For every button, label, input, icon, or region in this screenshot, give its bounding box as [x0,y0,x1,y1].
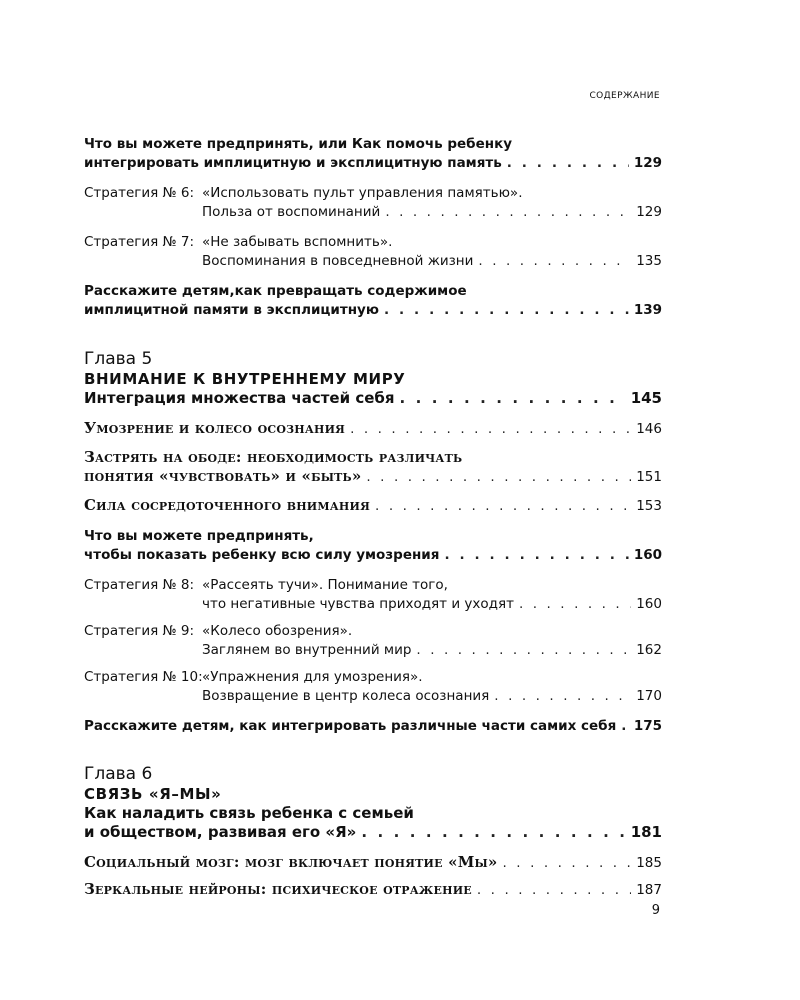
strategy-label: Стратегия № 9: [84,623,195,639]
entry-title-line: имплицитной памяти в эксплицитную [84,302,379,318]
toc-entry-memory-integration[interactable] [84,135,662,173]
page-number: 145 [630,389,662,407]
dot-leader [375,497,631,516]
strategy-label: Стратегия № 8: [84,577,195,593]
entry-title-line: Умозрение и колесо осознания [84,419,346,437]
strategy-label: Стратегия № 10: [84,669,203,685]
chapter-label: Глава 5 [84,349,153,369]
strategy-label: Стратегия № 6: [84,185,195,201]
entry-title-line: Застрять на ободе: необходимость различать [84,448,463,466]
page-number: 187 [636,882,662,898]
page-number: 129 [636,204,662,220]
chapter-subtitle: Как наладить связь ребенка с семьей [84,804,414,822]
chapter-6-heading[interactable] [84,763,662,842]
chapter-subtitle: Интеграция множества частей себя [84,389,395,407]
dot-leader [366,468,631,487]
toc-entry-strategy-8[interactable] [84,576,662,614]
strategy-subtitle: что негативные чувства приходят и уходят [202,596,514,612]
dot-leader [416,641,631,660]
toc-entry-social-brain[interactable] [84,853,662,873]
strategy-title: «Колесо обозрения». [202,623,353,639]
page-number: 151 [636,469,662,485]
entry-title-line: чтобы показать ребенку всю силу умозрения [84,547,440,563]
dot-leader [400,389,626,408]
page-number: 170 [636,688,662,704]
entry-title-line: Что вы можете предпринять, или Как помочь ребенку [84,136,513,152]
page-number: 139 [633,302,662,318]
dot-leader [494,687,631,706]
strategy-subtitle: Воспоминания в повседневной жизни [202,253,474,269]
dot-leader [503,854,632,873]
toc-entry-strategy-6[interactable] [84,184,662,222]
dot-leader [361,823,625,842]
page-number: 160 [636,596,662,612]
toc-entry-tell-children-integrate[interactable] [84,717,662,736]
entry-title-line: Сила сосредоточенного внимания [84,496,371,514]
strategy-subtitle: Возвращение в центр колеса осознания [202,688,490,704]
chapter-subtitle: и обществом, развивая его «Я» [84,823,357,841]
chapter-label: Глава 6 [84,764,153,784]
page-number: 185 [636,855,662,871]
dot-leader [478,252,631,271]
page-number: 146 [636,421,662,437]
strategy-title: «Рассеять тучи». Понимание того, [202,577,448,593]
strategy-label: Стратегия № 7: [84,234,195,250]
page-number: 181 [630,823,662,841]
dot-leader [384,301,629,320]
entry-title-line: Что вы можете предпринять, [84,528,314,544]
entry-title-line: Расскажите детям,как превращать содержимое [84,283,467,299]
chapter-5-heading[interactable] [84,348,662,408]
dot-leader [350,420,631,439]
page-number: 153 [636,498,662,514]
toc-entry-strategy-7[interactable] [84,233,662,271]
chapter-title: ВНИМАНИЕ К ВНУТРЕННЕМУ МИРУ [84,370,406,388]
table-of-contents [84,135,662,900]
dot-leader [507,154,629,173]
strategy-subtitle: Заглянем во внутренний мир [202,642,412,658]
dot-leader [385,203,631,222]
entry-title-line: понятия «чувствовать» и «быть» [84,467,362,485]
page-number: 129 [633,155,662,171]
toc-entry-mirror-neurons[interactable] [84,880,662,900]
page-number: 175 [633,718,662,734]
page-number: 162 [636,642,662,658]
entry-title-line: Социальный мозг: мозг включает понятие «Мы» [84,853,498,871]
strategy-title: «Не забывать вспомнить». [202,234,393,250]
running-header: СОДЕРЖАНИЕ [589,91,660,101]
dot-leader [519,595,631,614]
chapter-title: СВЯЗЬ «Я–МЫ» [84,785,222,803]
entry-title-line: Зеркальные нейроны: психическое отражение [84,880,472,898]
dot-leader [621,717,629,736]
toc-entry-stuck-on-rim[interactable] [84,448,662,487]
toc-entry-show-mindsight[interactable] [84,527,662,565]
dot-leader [444,546,628,565]
toc-entry-mindsight-wheel[interactable] [84,419,662,439]
strategy-subtitle: Польза от воспоминаний [202,204,381,220]
strategy-title: «Упражнения для умозрения». [202,669,423,685]
entry-title-line: интегрировать имплицитную и эксплицитную память [84,155,502,171]
page-number: 160 [633,547,662,563]
dot-leader [477,881,631,900]
page-folio: 9 [651,903,660,918]
page-number: 135 [636,253,662,269]
toc-entry-strategy-9[interactable] [84,622,662,660]
toc-entry-focused-attention[interactable] [84,496,662,516]
strategy-title: «Использовать пульт управления памятью». [202,185,523,201]
toc-entry-strategy-10[interactable] [84,668,662,706]
toc-entry-tell-children-memory[interactable] [84,282,662,320]
entry-title-line: Расскажите детям, как интегрировать различные части самих себя [84,718,617,734]
